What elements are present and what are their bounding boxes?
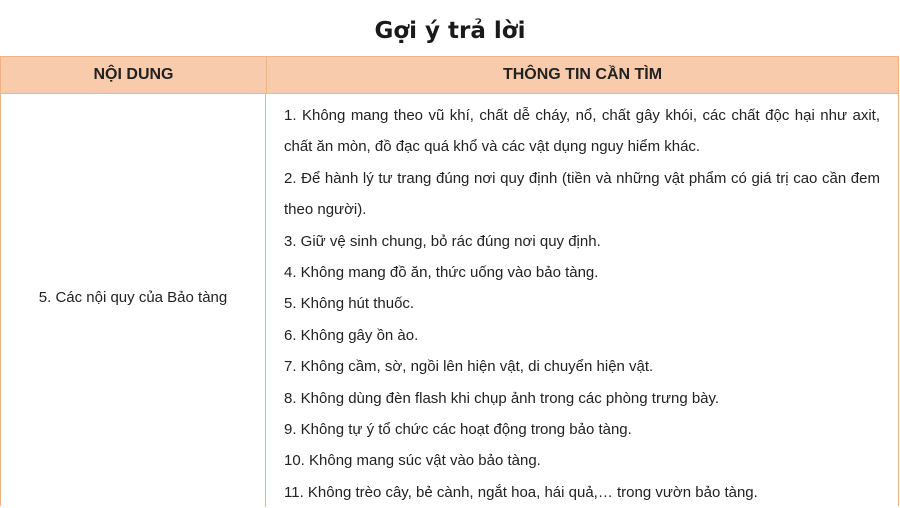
table-row: [1, 94, 898, 507]
rule-item-10: 10. Không mang súc vật vào bảo tàng.: [284, 452, 541, 470]
rule-item-8: 8. Không dùng đèn flash khi chụp ảnh trong các phòng trưng bày.: [284, 389, 720, 407]
header-content: NỘI DUNG: [1, 57, 267, 93]
rule-item-3: 3. Giữ vệ sinh chung, bỏ rác đúng nơi quy định.: [284, 232, 601, 250]
rule-item-4: 4. Không mang đồ ăn, thức uống vào bảo tàng.: [284, 264, 599, 282]
header-info: THÔNG TIN CẦN TÌM: [502, 66, 663, 83]
page-title: Gợi ý trả lời: [374, 18, 526, 44]
rule-item-1: 1. Không mang theo vũ khí, chất dễ cháy, nổ, chất gây khói, các chất độc hại như axit, chất ăn mòn, đồ đạc quá khổ và các vật dụng nguy hiểm khác.: [284, 107, 880, 156]
rule-item-2: 2. Để hành lý tư trang đúng nơi quy định (tiền và những vật phẩm có giá trị cao cần đem theo người).: [284, 169, 880, 219]
rule-item-5: 5. Không hút thuốc.: [284, 295, 415, 313]
answer-table: [0, 56, 899, 506]
rule-item-11: 11. Không trèo cây, bẻ cành, ngắt hoa, hái quả,… trong vườn bảo tàng.: [284, 483, 758, 501]
table-header: [1, 57, 898, 94]
row-content-cell: 5. Các nội quy của Bảo tàng: [1, 94, 266, 507]
row-info-cell: [266, 94, 898, 507]
rule-item-9: 9. Không tự ý tổ chức các hoạt động trong bảo tàng.: [284, 421, 632, 439]
rule-item-7: 7. Không cầm, sờ, ngồi lên hiện vật, di chuyển hiện vật.: [284, 358, 654, 376]
rule-item-6: 6. Không gây ồn ào.: [284, 326, 419, 344]
